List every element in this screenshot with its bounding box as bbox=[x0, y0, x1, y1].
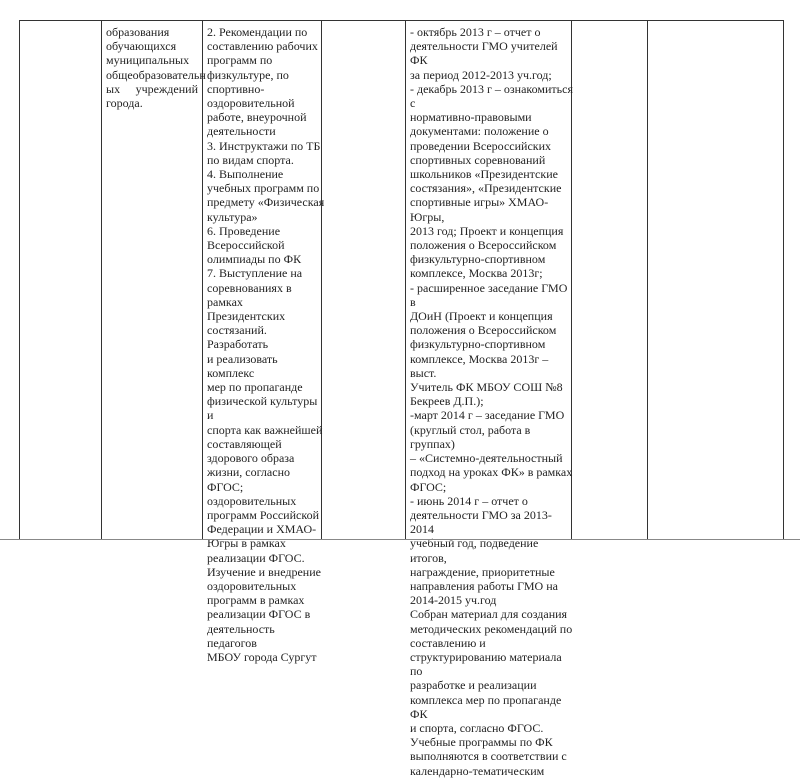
text-line: города. bbox=[106, 96, 143, 111]
text-line: обучающихся bbox=[106, 39, 177, 54]
cell-activities: 2. Рекомендации по составлению рабочих программ по физкультуре, по спортивно- оздоровительной работе, внеурочной деятельности 3. Инструктажи по ТБ по видам спорта. 4. Выполнение учебных программ по предмету «Физическая культура» 6. Проведение Всероссийской олимпиады по ФК 7. Выступление на соревнованиях в рамках Президентских состязаний. Разработать и реализовать комплекс мер по пропаганде физической культуры и спорта как важнейшей составляющей здорового образа жизни, согласно ФГОС; оздоровительных программ Российской Федерации и ХМАО- Югры в рамках реализации ФГОС. Изучение и внедрение оздоровительных программ в рамках реализации ФГОС в деятельность педагогов МБОУ города Сургут bbox=[207, 25, 325, 664]
document-table bbox=[19, 20, 784, 778]
text-line: ых учреждений bbox=[106, 81, 198, 96]
text-line: общеобразовательн bbox=[106, 67, 206, 82]
cell-results: - октябрь 2013 г – отчет о деятельности ГМО учителей ФК за период 2012-2013 уч.год; - декабрь 2013 г – ознакомиться с нормативно-правовыми документами: положение о проведении Всероссийских спортивных соревнований школьников «Президентские состязания», «Президентские спортивные игры» ХМАО-Югры, 2013 год; Проект и концепция положения о Всероссийском физкультурно-спортивном комплексе, Москва 2013г; - расширенное заседание ГМО в ДОиН (Проект и концепция положения о Всероссийском физкультурно-спортивном комплексе, Москва 2013г – выст. Учитель ФК МБОУ СОШ №8 Бекреев Д.П.); -март 2014 г – заседание ГМО (круглый стол, работа в группах) – «Системно-деятельностный подход на уроках ФК» в рамках ФГОС; - июнь 2014 г – отчет о деятельности ГМО за 2013-2014 учебный год, подведение итогов, награждение, приоритетные направления работы ГМО на 2014-2015 уч.год Собран материал для создания методических рекомендаций по составлению и структурированию материала по разработке и реализации комплекса мер по пропаганде ФК и спорта, согласно ФГОС. Учебные программы по ФК выполняются в соответствии с календарно-тематическим bbox=[410, 25, 573, 778]
column-divider bbox=[202, 21, 203, 540]
column-divider bbox=[647, 21, 648, 540]
text-line: образования bbox=[106, 25, 170, 39]
page-bottom-edge bbox=[0, 539, 800, 540]
cell-target-group bbox=[106, 25, 206, 111]
text-line: муниципальных bbox=[106, 53, 190, 68]
column-divider bbox=[101, 21, 102, 540]
column-divider bbox=[405, 21, 406, 540]
